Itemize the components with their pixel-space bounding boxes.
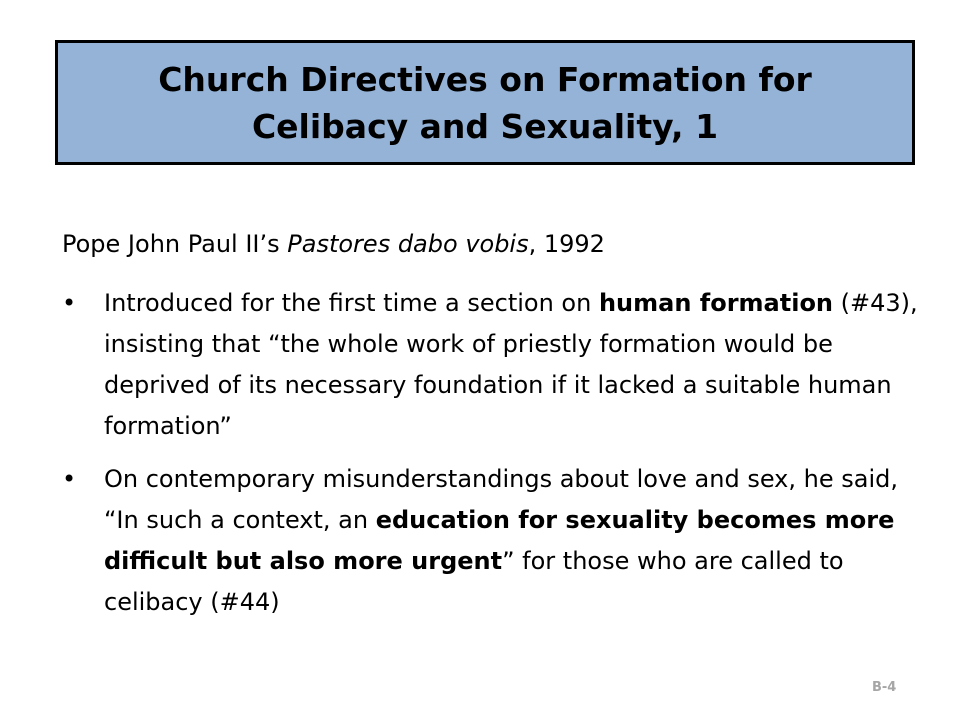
title-line-1: Church Directives on Formation for [158,59,812,99]
bullet-item-education-for-sexuality [62,459,922,623]
slide-title [158,56,812,150]
subtitle-post: , 1992 [528,230,605,258]
bullet-text-segment: (#43), insisting that “the whole work of priestly formation would be deprived of its necessary foundation if it lacked a suitable human formation” [104,289,918,440]
bullet-marker: • [62,465,77,493]
bullet-marker: • [62,289,77,317]
bullet-text-segment: ” for those who are called to celibacy (#44) [104,547,844,616]
bullet-list [62,283,922,635]
slide-number: B-4 [872,680,897,695]
bullet-text [104,465,898,616]
bullet-text [104,289,918,440]
bullet-text-segment: On contemporary misunderstandings about love and sex, he said, “In such a context, an [104,465,898,534]
bullet-item-human-formation [62,283,922,447]
bullet-text-segment: Introduced for the first time a section on [104,289,599,317]
title-line-2: Celibacy and Sexuality, 1 [251,106,719,146]
subtitle-italic-title: Pastores dabo vobis [287,230,529,258]
subtitle [62,227,605,261]
bullet-bold-segment: human formation [598,289,834,317]
title-box [55,40,915,165]
subtitle-pre: Pope John Paul II’s [62,230,288,258]
bullet-bold-segment: education for sexuality becomes more difficult but also more urgent [104,506,895,575]
